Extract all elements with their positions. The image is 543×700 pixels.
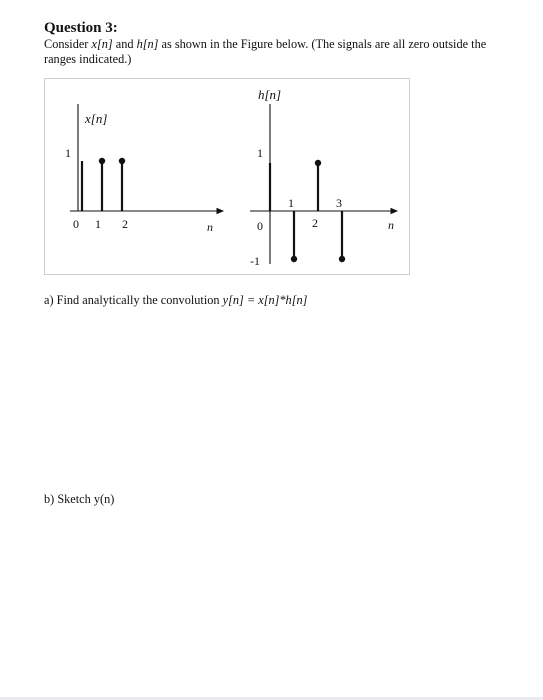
x-axis-label-n: n [207, 220, 213, 234]
part-a-prompt [44, 293, 307, 308]
h-stem-dot-n3 [339, 256, 345, 262]
h-axis-label-n: n [388, 218, 394, 232]
intro-text-2: and [112, 37, 137, 51]
part-a-text: a) Find analytically the convolution [44, 293, 223, 307]
x-stems [82, 158, 125, 211]
h-stem-dot-n2 [315, 160, 321, 166]
h-stem-dot-n1 [291, 256, 297, 262]
x-stem-dot-n1 [99, 158, 105, 164]
signals-figure [44, 78, 410, 275]
x-signal-panel [65, 104, 223, 234]
signals-figure-svg [45, 79, 409, 274]
intro-x-symbol: x[n] [91, 37, 113, 51]
h-amp-label-pos: 1 [257, 146, 263, 160]
part-a-expression: y[n] = x[n]*h[n] [222, 293, 308, 307]
h-signal-label: h[n] [258, 87, 282, 102]
x-tick-label-1: 1 [95, 217, 101, 231]
h-tick-label-2: 2 [312, 216, 318, 230]
x-tick-label-2: 2 [122, 217, 128, 231]
intro-text-3: as shown in the Figure below. (The signals are all zero outside the ranges indicated.) [44, 37, 487, 66]
x-stem-dot-n2 [119, 158, 125, 164]
h-tick-label-0: 0 [257, 219, 263, 233]
h-amp-label-neg: -1 [250, 254, 260, 268]
intro-h-symbol: h[n] [136, 37, 159, 51]
x-amp-label: 1 [65, 146, 71, 160]
intro-text-1: Consider [44, 37, 92, 51]
x-tick-labels [73, 217, 128, 231]
h-tick-label-1: 1 [288, 196, 294, 210]
question-intro [44, 37, 514, 67]
h-signal-panel [250, 87, 397, 268]
h-tick-label-3: 3 [336, 196, 342, 210]
part-b-prompt: b) Sketch y(n) [44, 492, 115, 506]
question-title: Question 3: [44, 20, 118, 36]
x-tick-label-0: 0 [73, 217, 79, 231]
x-signal-label: x[n] [85, 111, 108, 126]
